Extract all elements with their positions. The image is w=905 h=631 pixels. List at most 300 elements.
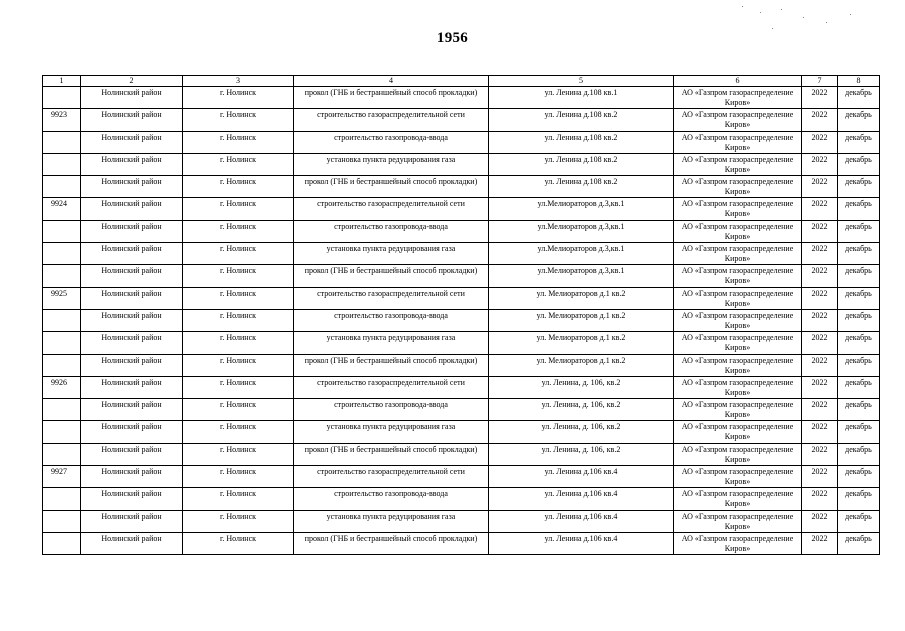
district-cell-text: Нолинский район bbox=[101, 400, 162, 410]
work-type-cell-text: строительство газораспределительной сети bbox=[317, 288, 465, 298]
row-number bbox=[43, 488, 81, 510]
district-cell-text: Нолинский район bbox=[101, 110, 162, 120]
address-cell bbox=[489, 421, 674, 443]
organization-cell bbox=[674, 510, 802, 532]
town-cell-text: г. Нолинск bbox=[219, 221, 257, 231]
row-number bbox=[43, 332, 81, 354]
district-cell bbox=[81, 287, 183, 309]
row-number-text bbox=[51, 332, 80, 333]
district-cell-text: Нолинский район bbox=[101, 489, 162, 499]
year-cell bbox=[802, 198, 838, 220]
organization-cell-text: АО «Газпром газораспределение Киров» bbox=[681, 467, 794, 487]
work-type-cell-text: установка пункта редуцирования газа bbox=[326, 154, 456, 164]
month-cell-text: декабрь bbox=[845, 110, 872, 120]
year-cell bbox=[802, 287, 838, 309]
town-cell bbox=[183, 510, 294, 532]
organization-cell bbox=[674, 399, 802, 421]
year-cell bbox=[802, 109, 838, 131]
work-type-cell bbox=[294, 243, 489, 265]
organization-cell-text: АО «Газпром газораспределение Киров» bbox=[681, 154, 794, 174]
address-cell-text: ул. Ленина, д. 106, кв.2 bbox=[541, 400, 621, 410]
organization-cell bbox=[674, 466, 802, 488]
district-cell bbox=[81, 243, 183, 265]
district-cell-text: Нолинский район bbox=[101, 422, 162, 432]
month-cell bbox=[838, 220, 880, 242]
address-cell-text: ул. Мелиораторов д.1 кв.2 bbox=[536, 310, 626, 320]
work-type-cell bbox=[294, 466, 489, 488]
year-cell bbox=[802, 376, 838, 398]
year-cell-text: 2022 bbox=[811, 444, 828, 454]
work-type-cell bbox=[294, 309, 489, 331]
organization-cell-text: АО «Газпром газораспределение Киров» bbox=[681, 511, 794, 531]
organization-cell bbox=[674, 421, 802, 443]
work-type-cell-text: установка пункта редуцирования газа bbox=[326, 422, 456, 432]
town-cell bbox=[183, 443, 294, 465]
organization-cell bbox=[674, 532, 802, 554]
table-row bbox=[43, 220, 880, 242]
year-cell bbox=[802, 532, 838, 554]
work-type-cell bbox=[294, 287, 489, 309]
year-cell-text: 2022 bbox=[811, 244, 828, 254]
table-row bbox=[43, 399, 880, 421]
month-cell-text: декабрь bbox=[845, 88, 872, 97]
organization-cell-text: АО «Газпром газораспределение Киров» bbox=[681, 88, 794, 107]
month-cell-text: декабрь bbox=[845, 310, 872, 320]
organization-cell bbox=[674, 488, 802, 510]
district-cell bbox=[81, 466, 183, 488]
address-cell-text: ул. Ленина, д. 106, кв.2 bbox=[541, 422, 621, 432]
table-row bbox=[43, 131, 880, 153]
year-cell-text: 2022 bbox=[811, 177, 828, 187]
table-row bbox=[43, 532, 880, 554]
district-cell bbox=[81, 421, 183, 443]
district-cell-text: Нолинский район bbox=[101, 511, 162, 521]
work-type-cell bbox=[294, 198, 489, 220]
town-cell-text: г. Нолинск bbox=[219, 177, 257, 187]
month-cell bbox=[838, 332, 880, 354]
month-cell bbox=[838, 376, 880, 398]
month-cell bbox=[838, 443, 880, 465]
table-row bbox=[43, 87, 880, 109]
month-cell bbox=[838, 265, 880, 287]
district-cell bbox=[81, 399, 183, 421]
work-type-cell-text: строительство газораспределительной сети bbox=[317, 467, 465, 477]
row-number bbox=[43, 153, 81, 175]
year-cell bbox=[802, 153, 838, 175]
address-cell-text: ул. Ленина д.106 кв.4 bbox=[544, 533, 618, 543]
month-cell-text: декабрь bbox=[845, 132, 872, 142]
address-cell bbox=[489, 87, 674, 109]
town-cell-text: г. Нолинск bbox=[219, 444, 257, 454]
work-type-cell-text: строительство газопровода-ввода bbox=[334, 221, 448, 231]
row-number bbox=[43, 510, 81, 532]
work-type-cell bbox=[294, 532, 489, 554]
town-cell bbox=[183, 354, 294, 376]
table-row bbox=[43, 243, 880, 265]
organization-cell bbox=[674, 243, 802, 265]
organization-cell-text: АО «Газпром газораспределение Киров» bbox=[681, 177, 794, 197]
address-cell-text: ул.Мелиораторов д.3,кв.1 bbox=[537, 221, 625, 231]
organization-cell-text: АО «Газпром газораспределение Киров» bbox=[681, 333, 794, 353]
town-cell-text: г. Нолинск bbox=[219, 467, 257, 477]
organization-cell-text: АО «Газпром газораспределение Киров» bbox=[681, 355, 794, 375]
month-cell-text: декабрь bbox=[845, 533, 872, 543]
address-cell bbox=[489, 510, 674, 532]
address-cell-text: ул. Ленина д.108 кв.2 bbox=[544, 154, 618, 164]
row-number-text: 9924 bbox=[51, 199, 67, 209]
row-number-text bbox=[51, 444, 80, 445]
year-cell bbox=[802, 87, 838, 109]
header-row bbox=[43, 76, 880, 87]
year-cell bbox=[802, 443, 838, 465]
district-cell-text: Нолинский район bbox=[101, 288, 162, 298]
town-cell bbox=[183, 198, 294, 220]
table-row bbox=[43, 176, 880, 198]
work-type-cell bbox=[294, 376, 489, 398]
town-cell bbox=[183, 421, 294, 443]
row-number-text: 9925 bbox=[51, 288, 67, 298]
work-type-cell bbox=[294, 510, 489, 532]
work-type-cell bbox=[294, 109, 489, 131]
town-cell-text: г. Нолинск bbox=[219, 422, 257, 432]
district-cell bbox=[81, 376, 183, 398]
table-row bbox=[43, 488, 880, 510]
district-cell bbox=[81, 354, 183, 376]
row-number-text bbox=[51, 511, 80, 512]
organization-cell-text: АО «Газпром газораспределение Киров» bbox=[681, 489, 794, 509]
row-number bbox=[43, 287, 81, 309]
district-cell bbox=[81, 87, 183, 109]
row-number-text: 9926 bbox=[51, 377, 67, 387]
district-cell bbox=[81, 532, 183, 554]
year-cell bbox=[802, 220, 838, 242]
month-cell bbox=[838, 131, 880, 153]
year-cell bbox=[802, 309, 838, 331]
organization-cell-text: АО «Газпром газораспределение Киров» bbox=[681, 422, 794, 442]
organization-cell-text: АО «Газпром газораспределение Киров» bbox=[681, 288, 794, 308]
district-cell-text: Нолинский район bbox=[101, 177, 162, 187]
address-cell bbox=[489, 131, 674, 153]
row-number-text: 9923 bbox=[51, 110, 67, 120]
address-cell-text: ул. Ленина, д. 106, кв.2 bbox=[541, 444, 621, 454]
month-cell bbox=[838, 421, 880, 443]
town-cell-text: г. Нолинск bbox=[219, 88, 257, 97]
town-cell bbox=[183, 532, 294, 554]
work-type-cell-text: строительство газопровода-ввода bbox=[334, 400, 448, 410]
address-cell bbox=[489, 309, 674, 331]
district-cell-text: Нолинский район bbox=[101, 132, 162, 142]
address-cell-text: ул.Мелиораторов д.3,кв.1 bbox=[537, 244, 625, 254]
month-cell bbox=[838, 532, 880, 554]
organization-cell-text: АО «Газпром газораспределение Киров» bbox=[681, 221, 794, 241]
organization-cell-text: АО «Газпром газораспределение Киров» bbox=[681, 266, 794, 286]
column-header: 1 bbox=[43, 76, 81, 87]
column-header: 7 bbox=[802, 76, 838, 87]
work-type-cell bbox=[294, 332, 489, 354]
work-type-cell bbox=[294, 87, 489, 109]
work-type-cell-text: установка пункта редуцирования газа bbox=[326, 244, 456, 254]
table-row bbox=[43, 376, 880, 398]
address-cell-text: ул. Ленина д.106 кв.4 bbox=[544, 489, 618, 499]
month-cell bbox=[838, 510, 880, 532]
organization-cell-text: АО «Газпром газораспределение Киров» bbox=[681, 533, 794, 553]
work-type-cell-text: прокол (ГНБ и бестраншейный способ прокладки) bbox=[304, 266, 478, 276]
year-cell-text: 2022 bbox=[811, 154, 828, 164]
address-cell-text: ул. Мелиораторов д.1 кв.2 bbox=[536, 288, 626, 298]
year-cell-text: 2022 bbox=[811, 88, 828, 97]
organization-cell-text: АО «Газпром газораспределение Киров» bbox=[681, 377, 794, 397]
year-cell-text: 2022 bbox=[811, 533, 828, 543]
work-type-cell bbox=[294, 421, 489, 443]
organization-cell-text: АО «Газпром газораспределение Киров» bbox=[681, 110, 794, 130]
year-cell-text: 2022 bbox=[811, 467, 828, 477]
row-number-text bbox=[51, 176, 80, 177]
address-cell bbox=[489, 532, 674, 554]
month-cell-text: декабрь bbox=[845, 288, 872, 298]
town-cell bbox=[183, 176, 294, 198]
work-type-cell-text: строительство газораспределительной сети bbox=[317, 110, 465, 120]
year-cell bbox=[802, 421, 838, 443]
table-row bbox=[43, 265, 880, 287]
month-cell bbox=[838, 153, 880, 175]
district-cell-text: Нолинский район bbox=[101, 154, 162, 164]
month-cell-text: декабрь bbox=[845, 199, 872, 209]
row-number-text bbox=[51, 355, 80, 356]
address-cell bbox=[489, 153, 674, 175]
address-cell bbox=[489, 354, 674, 376]
row-number bbox=[43, 198, 81, 220]
row-number bbox=[43, 309, 81, 331]
organization-cell-text: АО «Газпром газораспределение Киров» bbox=[681, 400, 794, 420]
row-number bbox=[43, 220, 81, 242]
month-cell-text: декабрь bbox=[845, 377, 872, 387]
organization-cell bbox=[674, 109, 802, 131]
year-cell-text: 2022 bbox=[811, 489, 828, 499]
work-type-cell bbox=[294, 354, 489, 376]
town-cell bbox=[183, 220, 294, 242]
month-cell bbox=[838, 198, 880, 220]
work-type-cell-text: прокол (ГНБ и бестраншейный способ прокладки) bbox=[304, 533, 478, 543]
town-cell bbox=[183, 287, 294, 309]
address-cell bbox=[489, 443, 674, 465]
address-cell-text: ул.Мелиораторов д.3,кв.1 bbox=[537, 266, 625, 276]
address-cell bbox=[489, 109, 674, 131]
row-number-text bbox=[51, 533, 80, 534]
year-cell bbox=[802, 466, 838, 488]
row-number-text bbox=[51, 399, 80, 400]
table-row bbox=[43, 354, 880, 376]
town-cell-text: г. Нолинск bbox=[219, 199, 257, 209]
address-cell bbox=[489, 198, 674, 220]
year-cell-text: 2022 bbox=[811, 310, 828, 320]
town-cell-text: г. Нолинск bbox=[219, 266, 257, 276]
address-cell bbox=[489, 287, 674, 309]
work-type-cell-text: прокол (ГНБ и бестраншейный способ прокладки) bbox=[304, 177, 478, 187]
district-cell-text: Нолинский район bbox=[101, 199, 162, 209]
month-cell bbox=[838, 109, 880, 131]
work-type-cell-text: установка пункта редуцирования газа bbox=[326, 511, 456, 521]
address-cell-text: ул. Ленина д.106 кв.4 bbox=[544, 467, 618, 477]
table-row bbox=[43, 198, 880, 220]
town-cell-text: г. Нолинск bbox=[219, 533, 257, 543]
organization-cell-text: АО «Газпром газораспределение Киров» bbox=[681, 310, 794, 330]
row-number-text bbox=[51, 221, 80, 222]
organization-cell bbox=[674, 176, 802, 198]
row-number bbox=[43, 421, 81, 443]
address-cell-text: ул.Мелиораторов д.3,кв.1 bbox=[537, 199, 625, 209]
town-cell bbox=[183, 309, 294, 331]
work-type-cell-text: строительство газораспределительной сети bbox=[317, 377, 465, 387]
work-type-cell bbox=[294, 443, 489, 465]
district-cell-text: Нолинский район bbox=[101, 444, 162, 454]
organization-cell-text: АО «Газпром газораспределение Киров» bbox=[681, 132, 794, 152]
district-cell bbox=[81, 131, 183, 153]
year-cell-text: 2022 bbox=[811, 132, 828, 142]
town-cell bbox=[183, 265, 294, 287]
town-cell bbox=[183, 109, 294, 131]
column-header: 2 bbox=[81, 76, 183, 87]
town-cell-text: г. Нолинск bbox=[219, 310, 257, 320]
row-number-text bbox=[51, 154, 80, 155]
district-cell bbox=[81, 332, 183, 354]
district-cell-text: Нолинский район bbox=[101, 533, 162, 543]
year-cell bbox=[802, 332, 838, 354]
address-cell bbox=[489, 176, 674, 198]
row-number bbox=[43, 109, 81, 131]
work-type-cell bbox=[294, 488, 489, 510]
year-cell-text: 2022 bbox=[811, 377, 828, 387]
district-cell bbox=[81, 309, 183, 331]
row-number bbox=[43, 443, 81, 465]
organization-cell bbox=[674, 153, 802, 175]
work-type-cell-text: прокол (ГНБ и бестраншейный способ прокладки) bbox=[304, 88, 478, 97]
town-cell-text: г. Нолинск bbox=[219, 110, 257, 120]
work-type-cell-text: строительство газопровода-ввода bbox=[334, 132, 448, 142]
month-cell-text: декабрь bbox=[845, 266, 872, 276]
town-cell bbox=[183, 488, 294, 510]
district-cell-text: Нолинский район bbox=[101, 467, 162, 477]
year-cell-text: 2022 bbox=[811, 511, 828, 521]
table-row bbox=[43, 332, 880, 354]
town-cell-text: г. Нолинск bbox=[219, 489, 257, 499]
organization-cell bbox=[674, 220, 802, 242]
row-number bbox=[43, 131, 81, 153]
month-cell bbox=[838, 87, 880, 109]
organization-cell bbox=[674, 131, 802, 153]
table-row bbox=[43, 443, 880, 465]
address-cell bbox=[489, 220, 674, 242]
year-cell bbox=[802, 243, 838, 265]
year-cell bbox=[802, 510, 838, 532]
district-cell-text: Нолинский район bbox=[101, 310, 162, 320]
month-cell-text: декабрь bbox=[845, 244, 872, 254]
month-cell-text: декабрь bbox=[845, 355, 872, 365]
district-cell bbox=[81, 198, 183, 220]
table-row bbox=[43, 109, 880, 131]
address-cell-text: ул. Ленина д.106 кв.4 bbox=[544, 511, 618, 521]
table-body bbox=[43, 87, 880, 555]
district-cell bbox=[81, 153, 183, 175]
district-cell-text: Нолинский район bbox=[101, 377, 162, 387]
year-cell-text: 2022 bbox=[811, 333, 828, 343]
address-cell-text: ул. Ленина, д. 106, кв.2 bbox=[541, 377, 621, 387]
row-number bbox=[43, 466, 81, 488]
district-cell bbox=[81, 265, 183, 287]
district-cell-text: Нолинский район bbox=[101, 88, 162, 97]
address-cell-text: ул. Ленина д.108 кв.2 bbox=[544, 110, 618, 120]
row-number bbox=[43, 399, 81, 421]
year-cell bbox=[802, 354, 838, 376]
row-number-text bbox=[51, 310, 80, 311]
town-cell bbox=[183, 131, 294, 153]
address-cell bbox=[489, 466, 674, 488]
row-number-text bbox=[51, 87, 80, 88]
page-number: 1956 bbox=[436, 30, 469, 46]
work-type-cell-text: строительство газопровода-ввода bbox=[334, 310, 448, 320]
row-number bbox=[43, 243, 81, 265]
address-cell-text: ул. Ленина д.108 кв.1 bbox=[544, 88, 618, 97]
organization-cell bbox=[674, 87, 802, 109]
month-cell bbox=[838, 309, 880, 331]
organization-cell-text: АО «Газпром газораспределение Киров» bbox=[681, 444, 794, 464]
organization-cell bbox=[674, 332, 802, 354]
organization-cell bbox=[674, 309, 802, 331]
table-row bbox=[43, 309, 880, 331]
address-cell-text: ул. Ленина д.108 кв.2 bbox=[544, 177, 618, 187]
district-cell bbox=[81, 510, 183, 532]
month-cell-text: декабрь bbox=[845, 154, 872, 164]
month-cell bbox=[838, 287, 880, 309]
row-number-text bbox=[51, 421, 80, 422]
year-cell-text: 2022 bbox=[811, 422, 828, 432]
year-cell-text: 2022 bbox=[811, 355, 828, 365]
town-cell-text: г. Нолинск bbox=[219, 355, 257, 365]
year-cell bbox=[802, 265, 838, 287]
work-type-cell bbox=[294, 153, 489, 175]
town-cell bbox=[183, 399, 294, 421]
row-number bbox=[43, 354, 81, 376]
town-cell bbox=[183, 87, 294, 109]
organization-cell bbox=[674, 265, 802, 287]
organization-cell-text: АО «Газпром газораспределение Киров» bbox=[681, 199, 794, 219]
district-cell-text: Нолинский район bbox=[101, 266, 162, 276]
year-cell bbox=[802, 176, 838, 198]
row-number-text: 9927 bbox=[51, 467, 67, 477]
address-cell-text: ул. Мелиораторов д.1 кв.2 bbox=[536, 333, 626, 343]
district-cell bbox=[81, 443, 183, 465]
month-cell-text: декабрь bbox=[845, 489, 872, 499]
organization-cell bbox=[674, 443, 802, 465]
work-type-cell-text: прокол (ГНБ и бестраншейный способ прокладки) bbox=[304, 355, 478, 365]
address-cell bbox=[489, 488, 674, 510]
table-row bbox=[43, 421, 880, 443]
year-cell-text: 2022 bbox=[811, 400, 828, 410]
town-cell bbox=[183, 243, 294, 265]
work-type-cell bbox=[294, 220, 489, 242]
address-cell-text: ул. Ленина д.108 кв.2 bbox=[544, 132, 618, 142]
month-cell bbox=[838, 176, 880, 198]
row-number-text bbox=[51, 243, 80, 244]
work-type-cell bbox=[294, 265, 489, 287]
row-number-text bbox=[51, 488, 80, 489]
year-cell-text: 2022 bbox=[811, 110, 828, 120]
month-cell bbox=[838, 354, 880, 376]
town-cell-text: г. Нолинск bbox=[219, 400, 257, 410]
row-number bbox=[43, 265, 81, 287]
data-table bbox=[42, 75, 880, 555]
district-cell bbox=[81, 220, 183, 242]
work-type-cell-text: строительство газопровода-ввода bbox=[334, 489, 448, 499]
